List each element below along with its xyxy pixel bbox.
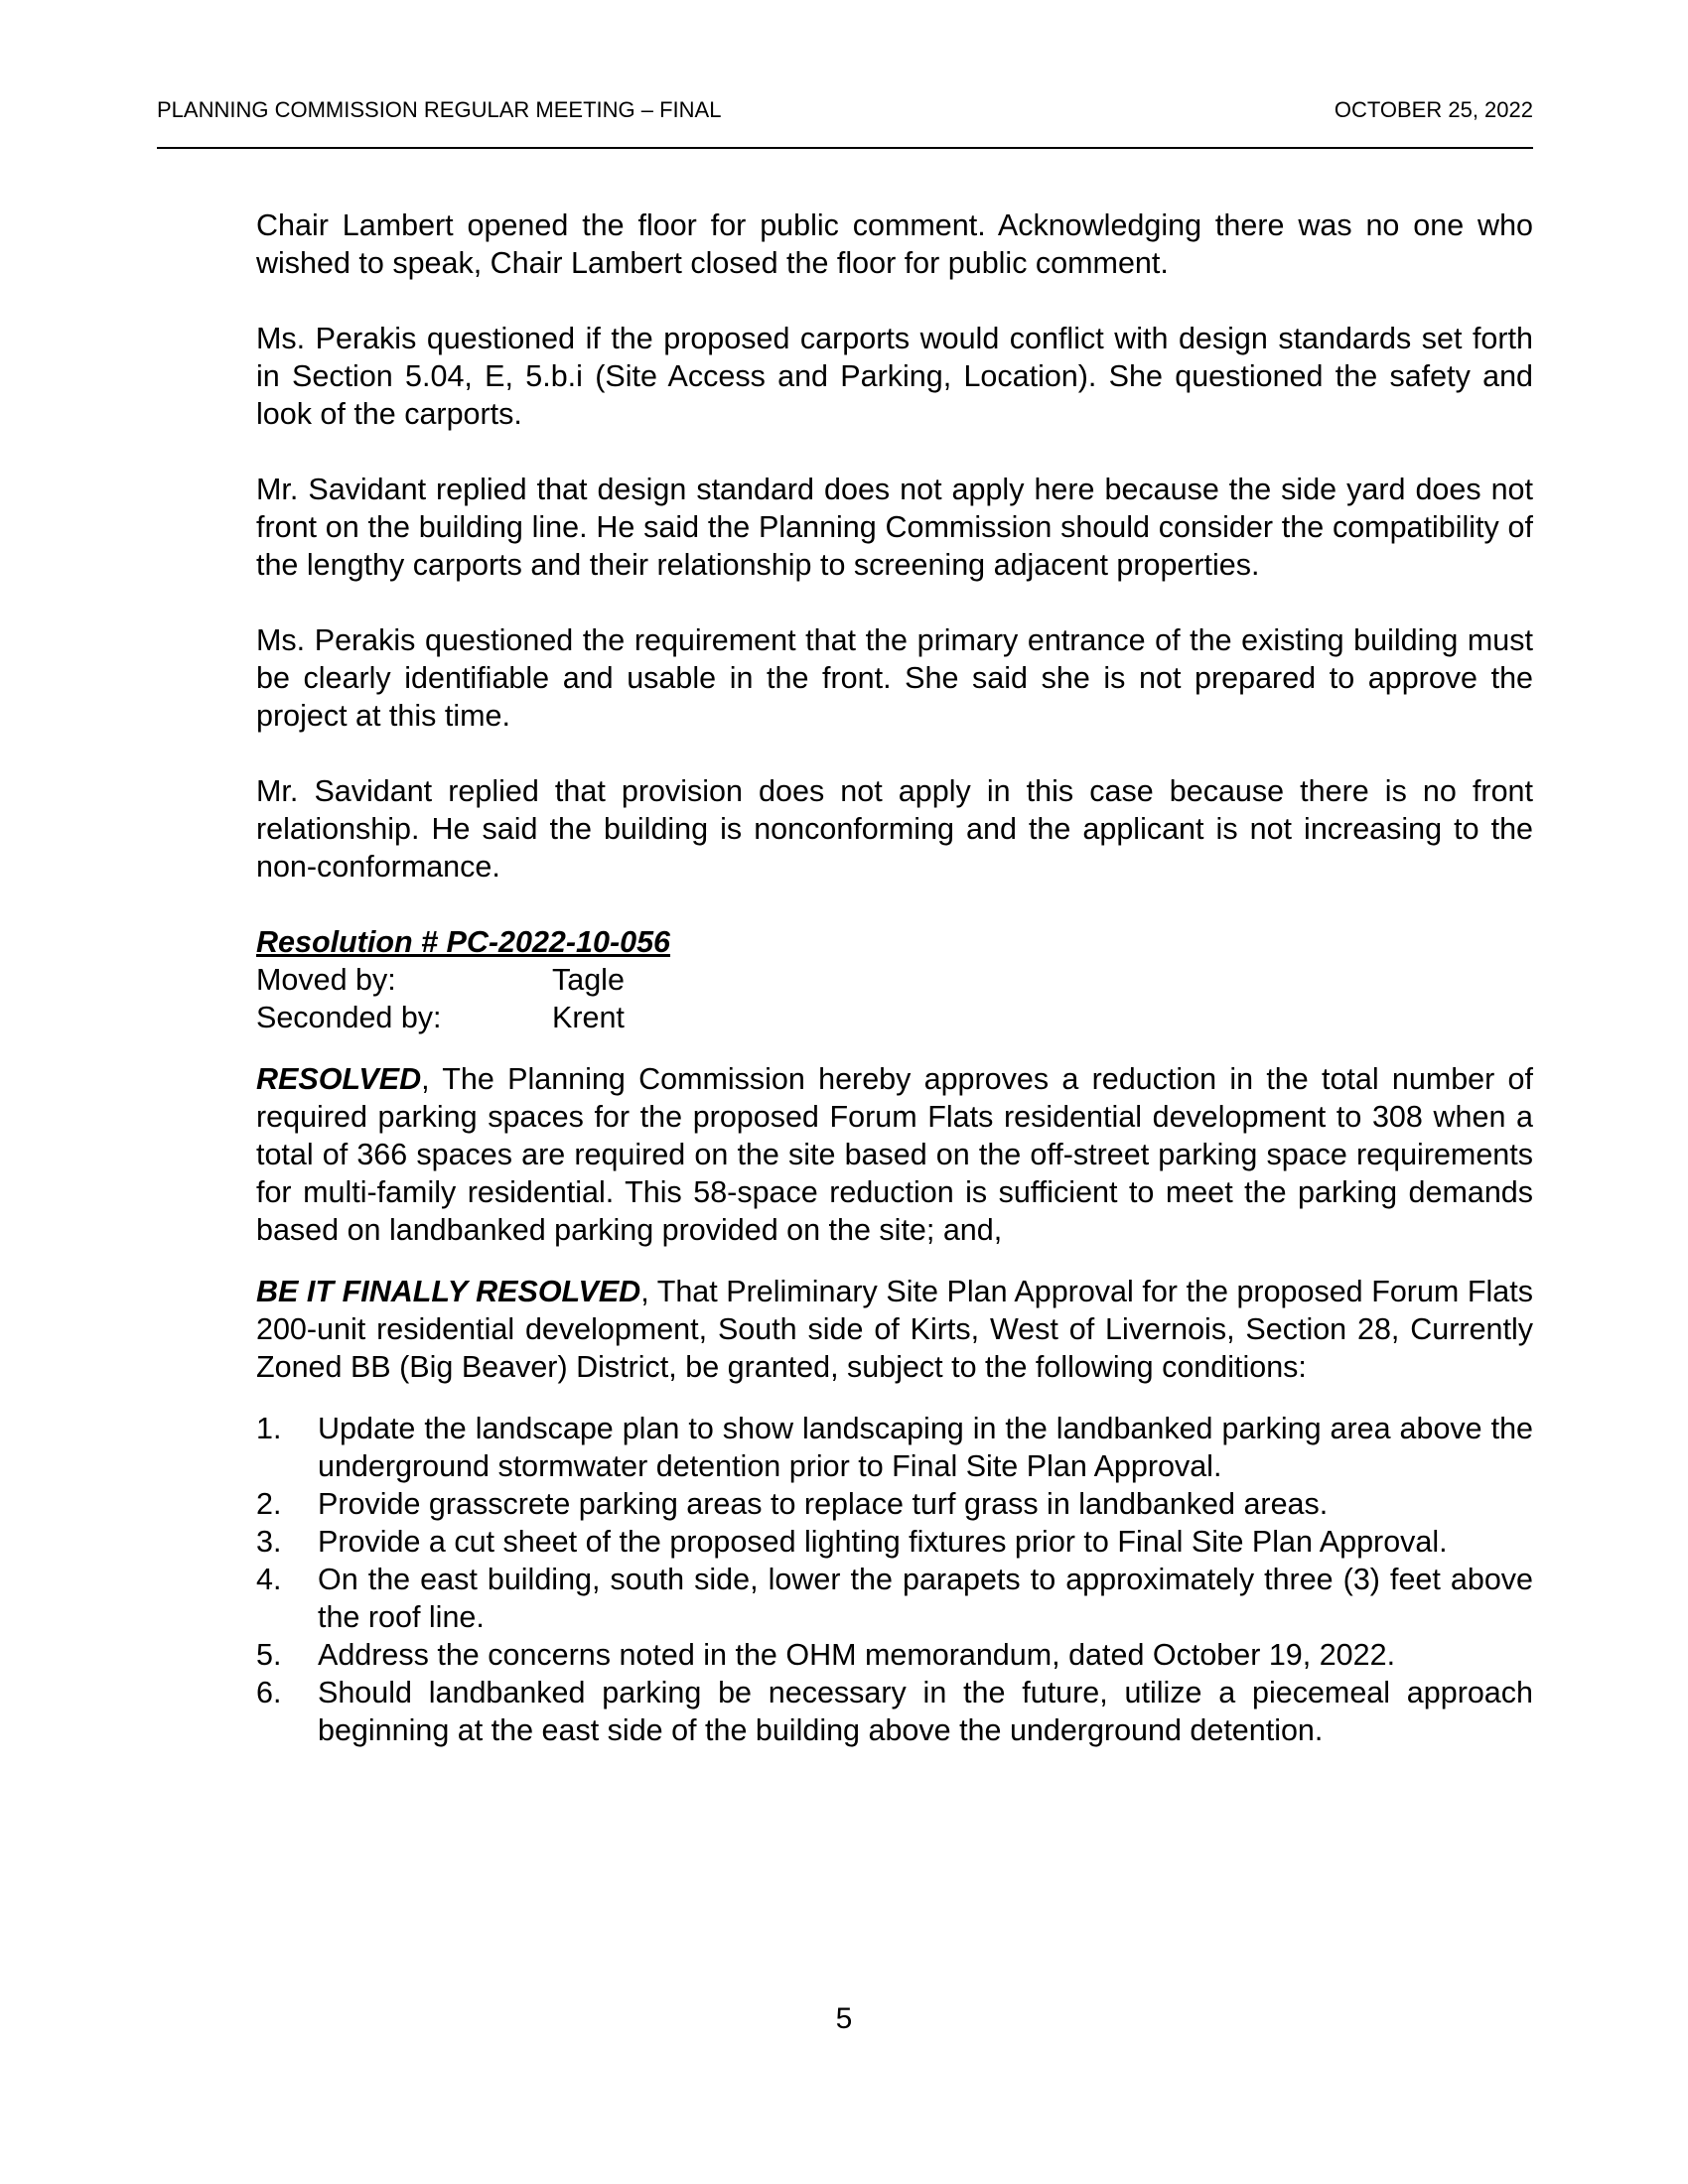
condition-number: 1. — [256, 1412, 282, 1445]
paragraph-public-comment: Chair Lambert opened the floor for public comment. Acknowledging there was no one who wished to speak, Chair Lambert closed the floor for public comment. — [256, 208, 1533, 280]
minutes-body — [256, 206, 1533, 1749]
seconded-by-row — [256, 999, 1533, 1036]
moved-by-label: Moved by: — [256, 963, 396, 997]
list-item — [256, 1561, 1533, 1636]
paragraph-savidant-reply-1: Mr. Savidant replied that design standard does not apply here because the side yard does not front on the building line. He said the Planning Commission should consider the compatibility of the lengthy carports and their relationship to screening adjacent properties. — [256, 473, 1533, 582]
condition-text: Provide a cut sheet of the proposed lighting fixtures prior to Final Site Plan Approval. — [318, 1525, 1448, 1559]
seconded-by-value: Krent — [552, 1001, 625, 1034]
paragraph-savidant-reply-2: Mr. Savidant replied that provision does not apply in this case because there is no front relationship. He said the building is nonconforming and the applicant is not increasing to the non-conformance. — [256, 774, 1533, 884]
moved-by-row — [256, 961, 1533, 999]
condition-text: Update the landscape plan to show landscaping in the landbanked parking area above the underground stormwater detention prior to Final Site Plan Approval. — [318, 1412, 1533, 1483]
header-divider — [157, 147, 1533, 149]
paragraph-perakis-carports: Ms. Perakis questioned if the proposed carports would conflict with design standards set forth in Section 5.04, E, 5.b.i (Site Access and Parking, Location). She questioned the safety and look of the carports. — [256, 322, 1533, 431]
list-item — [256, 1485, 1533, 1523]
header-meeting-title: PLANNING COMMISSION REGULAR MEETING – FINAL — [157, 97, 722, 122]
condition-number: 5. — [256, 1638, 282, 1672]
list-item — [256, 1523, 1533, 1561]
resolved-lead: RESOLVED — [256, 1062, 422, 1096]
resolution-title: Resolution # PC-2022-10-056 — [256, 925, 670, 959]
condition-text: Provide grasscrete parking areas to replace turf grass in landbanked areas. — [318, 1487, 1329, 1521]
condition-text: Should landbanked parking be necessary in the future, utilize a piecemeal approach beginning at the east side of the building above the underground detention. — [318, 1676, 1533, 1747]
list-item — [256, 1410, 1533, 1485]
condition-number: 3. — [256, 1525, 282, 1559]
finally-resolved-lead: BE IT FINALLY RESOLVED — [256, 1275, 641, 1308]
list-item — [256, 1636, 1533, 1674]
resolved-text: , The Planning Commission hereby approves a reduction in the total number of required parking spaces for the proposed Forum Flats residential development to 308 when a total of 366 spaces are required on the site based on the off-street parking space requirements for multi-family residential. This 58-space reduction is sufficient to meet the parking demands based on landbanked parking provided on the site; and, — [256, 1062, 1533, 1247]
header-date: OCTOBER 25, 2022 — [1334, 97, 1533, 122]
condition-number: 4. — [256, 1563, 282, 1596]
page-header — [157, 95, 1533, 131]
condition-text: On the east building, south side, lower the parapets to approximately three (3) feet above the roof line. — [318, 1563, 1533, 1634]
finally-resolved-text: , That Preliminary Site Plan Approval for the proposed Forum Flats 200-unit residential development, South side of Kirts, West of Livernois, Section 28, Currently Zoned BB (Big Beaver) District, be granted, subject to the following conditions: — [256, 1275, 1533, 1384]
resolution-movers — [256, 961, 1533, 1036]
moved-by-value: Tagle — [552, 963, 625, 997]
finally-resolved-paragraph — [256, 1273, 1533, 1386]
condition-text: Address the concerns noted in the OHM memorandum, dated October 19, 2022. — [318, 1638, 1396, 1672]
seconded-by-label: Seconded by: — [256, 1001, 442, 1034]
page-number: 5 — [835, 2002, 853, 2035]
conditions-list — [256, 1410, 1533, 1749]
condition-number: 6. — [256, 1676, 282, 1709]
paragraph-perakis-entrance: Ms. Perakis questioned the requirement that the primary entrance of the existing building must be clearly identifiable and usable in the front. She said she is not prepared to approve the project at this time. — [256, 623, 1533, 733]
resolved-paragraph — [256, 1060, 1533, 1249]
condition-number: 2. — [256, 1487, 282, 1521]
list-item — [256, 1674, 1533, 1749]
